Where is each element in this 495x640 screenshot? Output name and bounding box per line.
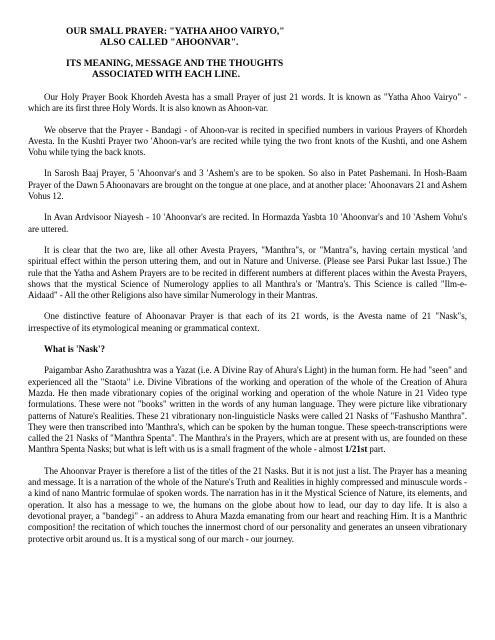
nask-text-after: part. xyxy=(367,444,386,455)
title-line-1: OUR SMALL PRAYER: "YATHA AHOO VAIRYO," xyxy=(66,27,285,37)
paragraph-kushti: We observe that the Prayer - Bandagi - of Ahoon-var is recited in specified numbers in various Prayers of Khordeh Avesta. In the Kushti Prayer two 'Ahoon-var's are recited while tying the two front knots of the Kushti, and one Ashem Vohu while tying the back knots. xyxy=(28,124,467,158)
paragraph-sarosh-baaj: In Sarosh Baaj Prayer, 5 'Ahoonvar's and 3 'Ashem's are to be spoken. So also in Patet Pashemani. In Hosh-Baam Prayer of the Dawn 5 Ahoonavars are brought on the tongue at one place, and at another place: 'Ahoonavars 21 and Ashem Vohus 12. xyxy=(28,168,467,202)
subheading-what-is-nask: What is 'Nask'? xyxy=(44,344,106,355)
paragraph-numerology: It is clear that the two are, like all other Avesta Prayers, "Manthra"s, or "Mantra"s, having certain mystical 'and spiritual effect within the person uttering them, and out in Nature and Universe. (Please see Parsi Pukar last Issue.) The rule that the Yatha and Ashem Prayers are to be recited in different numbers at different places within the Avesta Prayers, shows that the mystical Science of Numerology applies to all Manthra's or 'Mantra's. This Science is called "Ilm-e-Aidaad" - All the other Religions also have similar Numerology in their Mantras. xyxy=(28,244,467,301)
nask-fraction-bold: 1/21st xyxy=(344,444,368,455)
title-line-2: ALSO CALLED "AHOONVAR". xyxy=(100,38,239,48)
spacer xyxy=(28,49,467,59)
paragraph-distinctive-feature: One distinctive feature of Ahoonavar Prayer is that each of its 21 words, is the Avesta name of 21 "Nask"s, irrespective of its etymological meaning or grammatical context. xyxy=(28,311,467,333)
paragraph-ahoonvar-list: The Ahoonvar Prayer is therefore a list of the titles of the 21 Nasks. But it is not just a list. The Prayer has a meaning and message. It is a narration of the whole of the Nature's Truth and Realities in highly compressed and minuscule words - a kind of nano Mantric formulae of spoken words. The narration has in it the Mystical Science of Nature, its elements, and operation. It also has a message to we, the humans on the globe about how to lead, our day to day life. It is also a devotional prayer, a "bandegi" - an address to Ahura Mazda emanating from our heart and reaching Him. It is a Manthric composition! the recitation of which touches the innermost chord of our personality and generates an unseen vibrationary protective orbit around us. It is a mystical song of our march - our journey. xyxy=(28,465,467,544)
paragraph-nask-explanation xyxy=(28,365,467,455)
document-subtitle xyxy=(28,59,467,81)
subtitle-line-2: ASSOCIATED WITH EACH LINE. xyxy=(92,70,240,80)
spacer xyxy=(28,81,467,92)
subtitle-line-1: ITS MEANING, MESSAGE AND THE THOUGHTS xyxy=(66,59,284,69)
paragraph-intro: Our Holy Prayer Book Khordeh Avesta has a small Prayer of just 21 words. It is known as "Yatha Ahoo Vairyo" - which are its first three Holy Words. It is also known as Ahoon-var. xyxy=(28,92,467,114)
document-title xyxy=(28,27,467,49)
nask-text-before: Paigambar Asho Zarathushtra was a Yazat (i.e. A Divine Ray of Ahura's Light) in the human form. He had "seen" and experienced all the "Staota" i.e. Divine Vibrations of the working and operation of the whole of the Creation of Ahura Mazda. He then made vibrationary copies of the original working and operation of the whole Nature in 21 Video type formulations. These were not "books" written in the words of any human language. They were picture like vibrationary patterns of Nature's Realities. These 21 vibrationary non-linguisticle Nasks were called 21 Nasks of "Fashusho Manthra". They were then transcribed into 'Manthra's, which can be spoken by the human tongue. These speech-transcriptions were called the 21 Nasks of "Manthra Spenta". The Manthra's in the Prayers, which are at present with us, are founded on these Manthra Spenta Nasks; but what is left with us is a small fragment of the whole - almost xyxy=(28,365,467,455)
paragraph-avan-ardvisoor: In Avan Ardvisoor Niayesh - 10 'Ahoonvar's are recited. In Hormazda Yasbta 10 'Ahoonvar's and 10 'Ashem Vohu's are uttered. xyxy=(28,212,467,234)
